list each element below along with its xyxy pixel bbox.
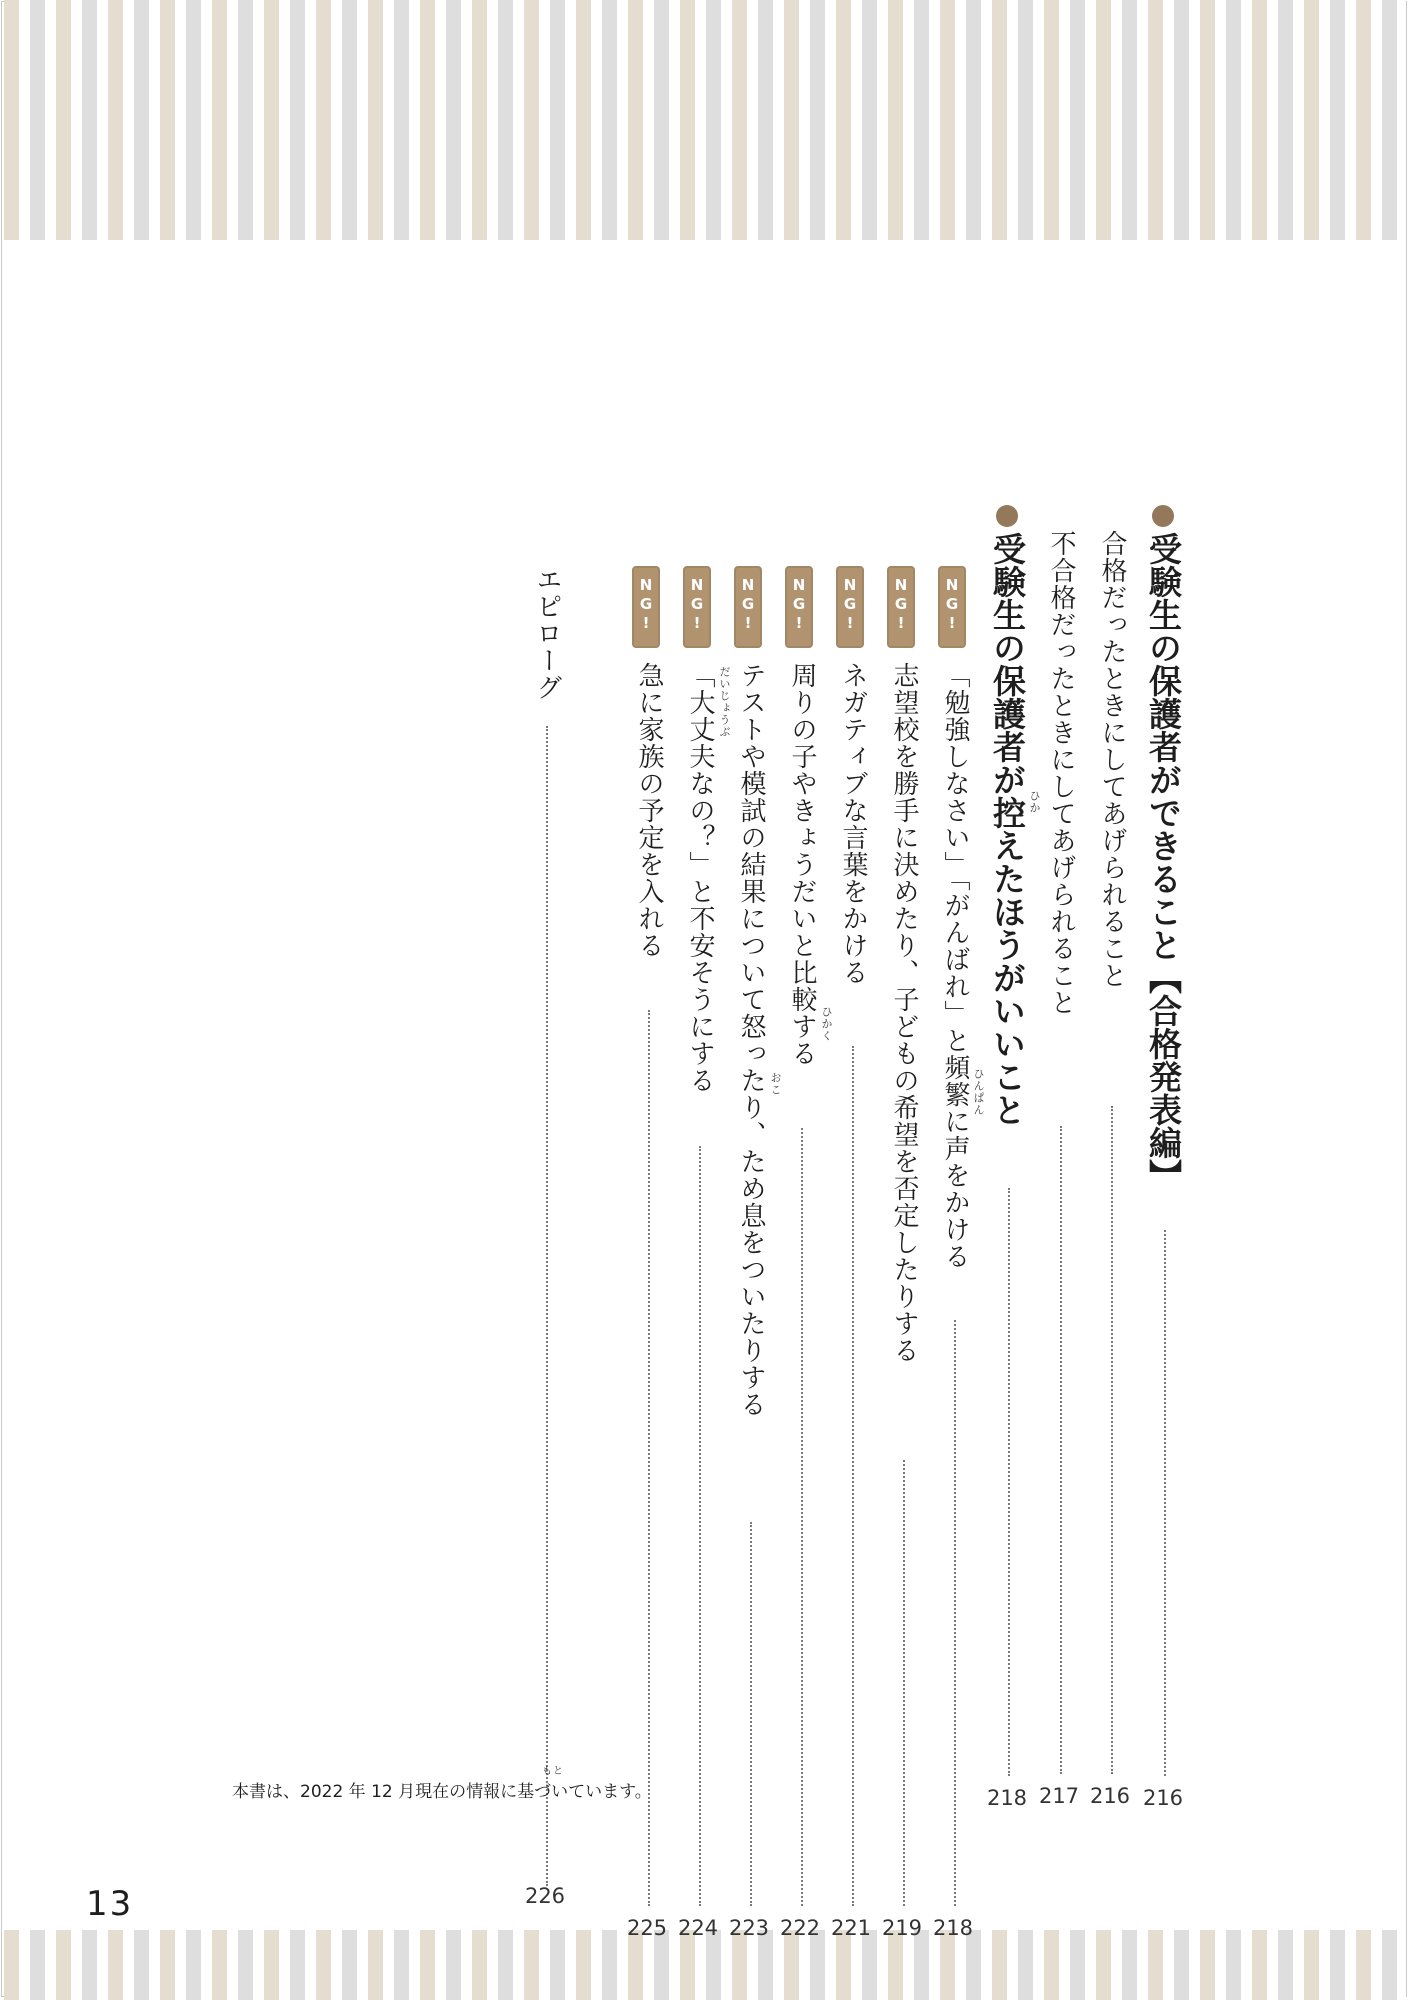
toc-item[interactable] — [1038, 530, 1084, 1808]
ng-badge: N G ! — [785, 566, 813, 648]
section-bullet — [996, 505, 1018, 527]
item-title: 「勉強しなさい」「がんばれ」と頻繁に声をかける — [940, 662, 970, 1270]
section-title: 受験生の保護者が控えたほうがいいこと — [988, 532, 1027, 1126]
ng-badge: N G ! — [683, 566, 711, 648]
toc-item[interactable] — [728, 662, 774, 1940]
dot-leader — [1008, 1188, 1010, 1776]
page-number: 218 — [932, 1916, 974, 1940]
ng-badge: N G ! — [887, 566, 915, 648]
dot-leader — [648, 1010, 650, 1906]
dot-leader — [750, 1522, 752, 1906]
ruby-okotte: おこ — [769, 1072, 782, 1096]
toc-item[interactable] — [677, 662, 723, 1940]
footnote: 本書は、2022 年 12 月現在の情報に基づいています。 — [232, 1782, 652, 1802]
page-number: 224 — [677, 1916, 719, 1940]
item-title: ネガティブな言葉をかける — [838, 662, 868, 986]
toc-section-heading[interactable] — [986, 532, 1032, 1810]
ng-badge: N G ! — [938, 566, 966, 648]
ruby-hikaku: ひかく — [820, 1006, 833, 1042]
bottom-stripe-band — [4, 1930, 1406, 2000]
page-number: 225 — [626, 1916, 668, 1940]
ruby-daijoubu: だいじょうぶ — [718, 666, 731, 738]
toc-item[interactable] — [932, 662, 978, 1940]
toc-item[interactable] — [830, 662, 876, 1940]
page-number: 219 — [881, 1916, 923, 1940]
toc-item[interactable] — [881, 662, 927, 1940]
page-number: 223 — [728, 1916, 770, 1940]
page-number: 216 — [1089, 1784, 1131, 1808]
page-number: 226 — [524, 1884, 566, 1908]
page-folio: 13 — [86, 1884, 134, 1924]
item-title: 急に家族の予定を入れる — [634, 662, 664, 959]
item-title: 不合格だったときにしてあげられること — [1046, 530, 1076, 1016]
ng-badge: N G ! — [734, 566, 762, 648]
ruby-hikae: ひか — [1028, 790, 1041, 814]
ruby-hinpan: ひんぱん — [972, 1068, 985, 1116]
section-bullet — [1152, 505, 1174, 527]
dot-leader — [903, 1460, 905, 1906]
ruby-motozuite: もと — [542, 1766, 564, 1777]
top-stripe-band — [4, 0, 1406, 240]
ng-badge: N G ! — [836, 566, 864, 648]
item-title: 合格だったときにしてあげられること — [1097, 530, 1127, 989]
dot-leader — [954, 1320, 956, 1906]
epilogue-title: エピローグ — [532, 566, 562, 701]
dot-leader — [1060, 1126, 1062, 1774]
page-number: 221 — [830, 1916, 872, 1940]
ng-badge: N G ! — [632, 566, 660, 648]
toc-item[interactable] — [1089, 530, 1135, 1808]
page-number: 218 — [986, 1786, 1028, 1810]
dot-leader — [852, 1046, 854, 1906]
dot-leader — [1164, 1230, 1166, 1776]
dot-leader — [546, 726, 548, 1886]
page-number: 222 — [779, 1916, 821, 1940]
toc-epilogue[interactable] — [524, 566, 570, 1908]
toc-section-heading[interactable] — [1142, 532, 1188, 1810]
page-number: 217 — [1038, 1784, 1080, 1808]
dot-leader — [801, 1128, 803, 1906]
page-number: 216 — [1142, 1786, 1184, 1810]
dot-leader — [699, 1146, 701, 1906]
item-title: テストや模試の結果について怒ったり、ため息をついたりする — [736, 662, 766, 1418]
section-title: 受験生の保護者ができること【合格発表編】 — [1144, 532, 1183, 1192]
dot-leader — [1111, 1106, 1113, 1774]
item-title: 周りの子やきょうだいと比較する — [787, 662, 817, 1067]
item-title: 「大丈夫なの？」と不安そうにする — [685, 662, 715, 1094]
toc-item[interactable] — [779, 662, 825, 1940]
item-title: 志望校を勝手に決めたり、子どもの希望を否定したりする — [889, 662, 919, 1364]
toc-item[interactable] — [626, 662, 672, 1940]
